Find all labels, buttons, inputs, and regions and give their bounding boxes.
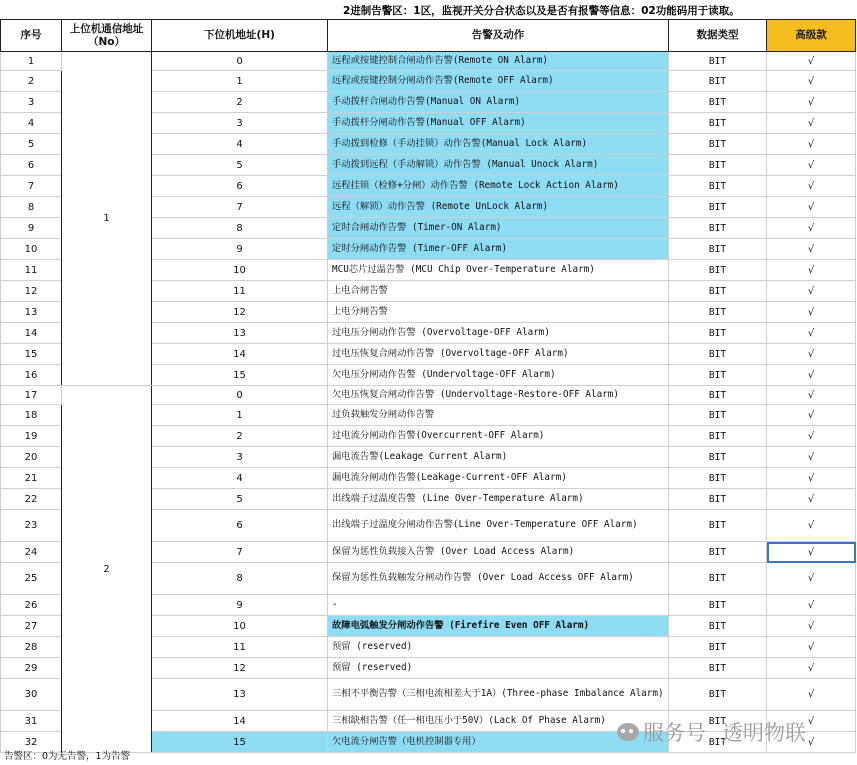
cell-seq[interactable]: 15 — [1, 344, 62, 365]
cell-advanced[interactable]: √ — [767, 405, 856, 426]
cell-seq[interactable]: 31 — [1, 711, 62, 732]
cell-data-type[interactable]: BIT — [669, 616, 767, 637]
cell-lower-address[interactable]: 10 — [152, 616, 328, 637]
cell-lower-address[interactable]: 0 — [152, 386, 328, 405]
cell-alarm-action[interactable]: 过电压分闸动作告警 (Overvoltage-OFF Alarm) — [328, 323, 669, 344]
cell-alarm-action[interactable]: 漏电流分闸动作告警(Leakage-Current-OFF Alarm) — [328, 468, 669, 489]
cell-advanced[interactable]: √ — [767, 52, 856, 71]
cell-data-type[interactable]: BIT — [669, 92, 767, 113]
cell-lower-address[interactable]: 15 — [152, 365, 328, 386]
cell-data-type[interactable]: BIT — [669, 510, 767, 542]
cell-advanced[interactable]: √ — [767, 260, 856, 281]
cell-advanced[interactable]: √ — [767, 637, 856, 658]
cell-seq[interactable]: 6 — [1, 155, 62, 176]
cell-data-type[interactable]: BIT — [669, 563, 767, 595]
cell-seq[interactable]: 10 — [1, 239, 62, 260]
header-seq[interactable]: 序号 — [1, 20, 62, 52]
cell-seq[interactable]: 9 — [1, 218, 62, 239]
table-row — [1, 386, 856, 405]
cell-advanced[interactable]: √ — [767, 658, 856, 679]
cell-alarm-action[interactable]: 手动拨杆合闸动作告警(Manual ON Alarm) — [328, 92, 669, 113]
cell-advanced[interactable]: √ — [767, 302, 856, 323]
watermark-left: 服务号 — [643, 721, 706, 745]
cell-advanced[interactable]: √ — [767, 616, 856, 637]
cell-advanced[interactable]: √ — [767, 323, 856, 344]
cell-alarm-action[interactable]: 保留为惩性负载接入告警 (Over Load Access Alarm) — [328, 542, 669, 563]
cell-alarm-action[interactable]: 预留 (reserved) — [328, 658, 669, 679]
sheet-caption — [0, 0, 857, 19]
cell-data-type[interactable]: BIT — [669, 134, 767, 155]
cell-advanced[interactable]: √ — [767, 711, 856, 732]
cell-seq[interactable]: 14 — [1, 323, 62, 344]
alarm-table — [0, 19, 856, 753]
cell-lower-address[interactable]: 12 — [152, 658, 328, 679]
cell-seq[interactable]: 21 — [1, 468, 62, 489]
cell-seq[interactable]: 12 — [1, 281, 62, 302]
cell-advanced[interactable]: √ — [767, 218, 856, 239]
header-advanced[interactable]: 高级款 — [767, 20, 856, 52]
header-lower-address[interactable]: 下位机地址(H) — [152, 20, 328, 52]
cell-alarm-action[interactable]: 故障电弧触发分闸动作告警 (Firefire Even OFF Alarm) — [328, 616, 669, 637]
cell-lower-address[interactable]: 8 — [152, 218, 328, 239]
cell-advanced[interactable]: √ — [767, 281, 856, 302]
cell-alarm-action[interactable]: 手动拨到检修（手动挂锁）动作告警(Manual Lock Alarm) — [328, 134, 669, 155]
cell-seq[interactable]: 30 — [1, 679, 62, 711]
cell-data-type[interactable]: BIT — [669, 239, 767, 260]
cell-alarm-action[interactable]: 远程或按键控制分闸动作告警(Remote OFF Alarm) — [328, 71, 669, 92]
cell-alarm-action[interactable]: 过电压恢复合闸动作告警 (Overvoltage-OFF Alarm) — [328, 344, 669, 365]
cell-advanced[interactable]: √ — [767, 468, 856, 489]
cell-seq[interactable]: 19 — [1, 426, 62, 447]
cell-data-type[interactable]: BIT — [669, 302, 767, 323]
cell-seq[interactable]: 11 — [1, 260, 62, 281]
cell-seq[interactable]: 3 — [1, 92, 62, 113]
cell-advanced[interactable]: √ — [767, 489, 856, 510]
cell-data-type[interactable]: BIT — [669, 637, 767, 658]
cell-lower-address[interactable]: 3 — [152, 113, 328, 134]
cell-seq[interactable]: 13 — [1, 302, 62, 323]
cell-lower-address[interactable]: 15 — [152, 732, 328, 753]
cell-advanced[interactable]: √ — [767, 732, 856, 753]
cell-lower-address[interactable]: 7 — [152, 542, 328, 563]
cell-advanced[interactable]: √ — [767, 679, 856, 711]
cell-alarm-action[interactable]: 保留为惩性负载触发分闸动作告警 (Over Load Access OFF Alarm) — [328, 563, 669, 595]
cell-data-type[interactable]: BIT — [669, 426, 767, 447]
cell-seq[interactable]: 2 — [1, 71, 62, 92]
caption-text: 2进制告警区：1区，监视开关分合状态以及是否有报警等信息：02功能码用于读取。 — [343, 5, 740, 17]
cell-advanced[interactable]: √ — [767, 447, 856, 468]
cell-seq[interactable]: 7 — [1, 176, 62, 197]
cell-seq[interactable]: 4 — [1, 113, 62, 134]
table-row — [1, 52, 856, 71]
cell-lower-address[interactable]: 8 — [152, 563, 328, 595]
cell-lower-address[interactable]: 7 — [152, 197, 328, 218]
cell-alarm-action[interactable]: 出线端子过温度告警 (Line Over-Temperature Alarm) — [328, 489, 669, 510]
cell-advanced[interactable]: √ — [767, 386, 856, 405]
cell-seq[interactable]: 16 — [1, 365, 62, 386]
cell-alarm-action[interactable]: 出线端子过温度分闸动作告警(Line Over-Temperature OFF Alarm) — [328, 510, 669, 542]
cell-seq[interactable]: 18 — [1, 405, 62, 426]
cell-seq[interactable]: 29 — [1, 658, 62, 679]
cell-data-type[interactable]: BIT — [669, 732, 767, 753]
cell-advanced[interactable]: √ — [767, 239, 856, 260]
cell-data-type[interactable]: BIT — [669, 489, 767, 510]
cell-data-type[interactable]: BIT — [669, 344, 767, 365]
cell-alarm-action[interactable]: 上电合闸告警 — [328, 281, 669, 302]
cell-alarm-action[interactable]: 定时分闸动作告警 (Timer-OFF Alarm) — [328, 239, 669, 260]
cell-lower-address[interactable]: 14 — [152, 344, 328, 365]
cell-alarm-action[interactable]: 远程挂锁（检修+分闸）动作告警 (Remote Lock Action Alarm) — [328, 176, 669, 197]
cell-seq[interactable]: 24 — [1, 542, 62, 563]
cell-alarm-action[interactable]: - — [328, 595, 669, 616]
cell-seq[interactable]: 32 — [1, 732, 62, 753]
cell-lower-address[interactable]: 11 — [152, 637, 328, 658]
cell-data-type[interactable]: BIT — [669, 595, 767, 616]
cell-lower-address[interactable]: 6 — [152, 176, 328, 197]
cell-alarm-action[interactable]: 漏电流告警(Leakage Current Alarm) — [328, 447, 669, 468]
cell-lower-address[interactable]: 9 — [152, 239, 328, 260]
cell-data-type[interactable]: BIT — [669, 176, 767, 197]
cell-lower-address[interactable]: 4 — [152, 134, 328, 155]
cell-data-type[interactable]: BIT — [669, 405, 767, 426]
cell-seq[interactable]: 5 — [1, 134, 62, 155]
cell-lower-address[interactable]: 13 — [152, 679, 328, 711]
footnote: 告警区：0为无告警，1为告警 — [4, 751, 131, 762]
cell-advanced[interactable]: √ — [767, 134, 856, 155]
cell-seq[interactable]: 22 — [1, 489, 62, 510]
cell-advanced[interactable]: √ — [767, 510, 856, 542]
header-data-type[interactable]: 数据类型 — [669, 20, 767, 52]
cell-data-type[interactable]: BIT — [669, 197, 767, 218]
cell-lower-address[interactable]: 2 — [152, 426, 328, 447]
cell-seq[interactable]: 8 — [1, 197, 62, 218]
cell-lower-address[interactable]: 4 — [152, 468, 328, 489]
cell-seq[interactable]: 25 — [1, 563, 62, 595]
cell-alarm-action[interactable]: 欠电压恢复合闸动作告警 (Undervoltage-Restore-OFF Alarm) — [328, 386, 669, 405]
cell-alarm-action[interactable]: 过电流分闸动作告警(Overcurrent-OFF Alarm) — [328, 426, 669, 447]
cell-seq[interactable]: 20 — [1, 447, 62, 468]
cell-data-type[interactable]: BIT — [669, 468, 767, 489]
cell-data-type[interactable]: BIT — [669, 323, 767, 344]
cell-advanced[interactable]: √ — [767, 92, 856, 113]
cell-alarm-action[interactable]: 手动拨到远程（手动解锁）动作告警 (Manual Unock Alarm) — [328, 155, 669, 176]
cell-data-type[interactable]: BIT — [669, 281, 767, 302]
cell-data-type[interactable]: BIT — [669, 658, 767, 679]
cell-lower-address[interactable]: 2 — [152, 92, 328, 113]
cell-lower-address[interactable]: 6 — [152, 510, 328, 542]
cell-lower-address[interactable]: 13 — [152, 323, 328, 344]
cell-seq[interactable]: 28 — [1, 637, 62, 658]
cell-advanced[interactable]: √ — [767, 71, 856, 92]
cell-alarm-action[interactable]: 预留 (reserved) — [328, 637, 669, 658]
watermark — [617, 718, 806, 746]
cell-alarm-action[interactable]: MCU芯片过温告警 (MCU Chip Over-Temperature Alarm) — [328, 260, 669, 281]
cell-advanced[interactable]: √ — [767, 563, 856, 595]
cell-lower-address[interactable]: 5 — [152, 155, 328, 176]
cell-advanced[interactable]: √ — [767, 176, 856, 197]
cell-seq[interactable]: 1 — [1, 52, 62, 71]
cell-lower-address[interactable]: 10 — [152, 260, 328, 281]
cell-alarm-action[interactable]: 欠电流分闸告警（电机控制器专用） — [328, 732, 669, 753]
cell-alarm-action[interactable]: 三相不平衡告警（三相电流相差大于1A）(Three-phase Imbalance Alarm) — [328, 679, 669, 711]
cell-data-type[interactable]: BIT — [669, 155, 767, 176]
cell-seq[interactable]: 27 — [1, 616, 62, 637]
cell-advanced[interactable]: √ — [767, 344, 856, 365]
cell-alarm-action[interactable]: 远程（解锁）动作告警 (Remote UnLock Alarm) — [328, 197, 669, 218]
table-header-row — [1, 20, 856, 52]
header-upper-address[interactable]: 上位机通信地址（No） — [62, 20, 152, 52]
header-alarm-action[interactable]: 告警及动作 — [328, 20, 669, 52]
cell-data-type[interactable]: BIT — [669, 542, 767, 563]
cell-data-type[interactable]: BIT — [669, 711, 767, 732]
cell-upper-address[interactable]: 2 — [62, 386, 152, 753]
cell-alarm-action[interactable]: 上电分闸告警 — [328, 302, 669, 323]
cell-lower-address[interactable]: 14 — [152, 711, 328, 732]
cell-alarm-action[interactable]: 手动拨杆分闸动作告警(Manual OFF Alarm) — [328, 113, 669, 134]
cell-lower-address[interactable]: 11 — [152, 281, 328, 302]
cell-data-type[interactable]: BIT — [669, 365, 767, 386]
cell-alarm-action[interactable]: 三相缺相告警（任一相电压小于50V）(Lack Of Phase Alarm) — [328, 711, 669, 732]
cell-lower-address[interactable]: 0 — [152, 52, 328, 71]
wechat-icon — [617, 723, 639, 741]
cell-advanced[interactable]: √ — [767, 426, 856, 447]
cell-advanced[interactable]: √ — [767, 365, 856, 386]
cell-alarm-action[interactable]: 过负载触发分闸动作告警 — [328, 405, 669, 426]
cell-data-type[interactable]: BIT — [669, 113, 767, 134]
cell-seq[interactable]: 26 — [1, 595, 62, 616]
cell-alarm-action[interactable]: 远程或按键控制合闸动作告警(Remote ON Alarm) — [328, 52, 669, 71]
cell-advanced[interactable]: √ — [767, 595, 856, 616]
cell-alarm-action[interactable]: 定时合闸动作告警 (Timer-ON Alarm) — [328, 218, 669, 239]
watermark-right: 透明物联 — [722, 721, 806, 745]
cell-alarm-action[interactable]: 欠电压分闸动作告警 (Undervoltage-OFF Alarm) — [328, 365, 669, 386]
cell-upper-address[interactable]: 1 — [62, 52, 152, 386]
cell-seq[interactable]: 23 — [1, 510, 62, 542]
cell-lower-address[interactable]: 9 — [152, 595, 328, 616]
cell-data-type[interactable]: BIT — [669, 447, 767, 468]
cell-seq[interactable]: 17 — [1, 386, 62, 405]
cell-advanced[interactable]: √ — [767, 155, 856, 176]
cell-data-type[interactable]: BIT — [669, 386, 767, 405]
cell-lower-address[interactable]: 3 — [152, 447, 328, 468]
cell-data-type[interactable]: BIT — [669, 52, 767, 71]
cell-advanced[interactable]: √ — [767, 113, 856, 134]
cell-lower-address[interactable]: 12 — [152, 302, 328, 323]
cell-lower-address[interactable]: 5 — [152, 489, 328, 510]
cell-data-type[interactable]: BIT — [669, 71, 767, 92]
cell-data-type[interactable]: BIT — [669, 679, 767, 711]
cell-lower-address[interactable]: 1 — [152, 405, 328, 426]
cell-data-type[interactable]: BIT — [669, 218, 767, 239]
cell-advanced[interactable]: √ — [767, 197, 856, 218]
cell-advanced[interactable]: √ — [767, 542, 856, 563]
cell-data-type[interactable]: BIT — [669, 260, 767, 281]
cell-lower-address[interactable]: 1 — [152, 71, 328, 92]
